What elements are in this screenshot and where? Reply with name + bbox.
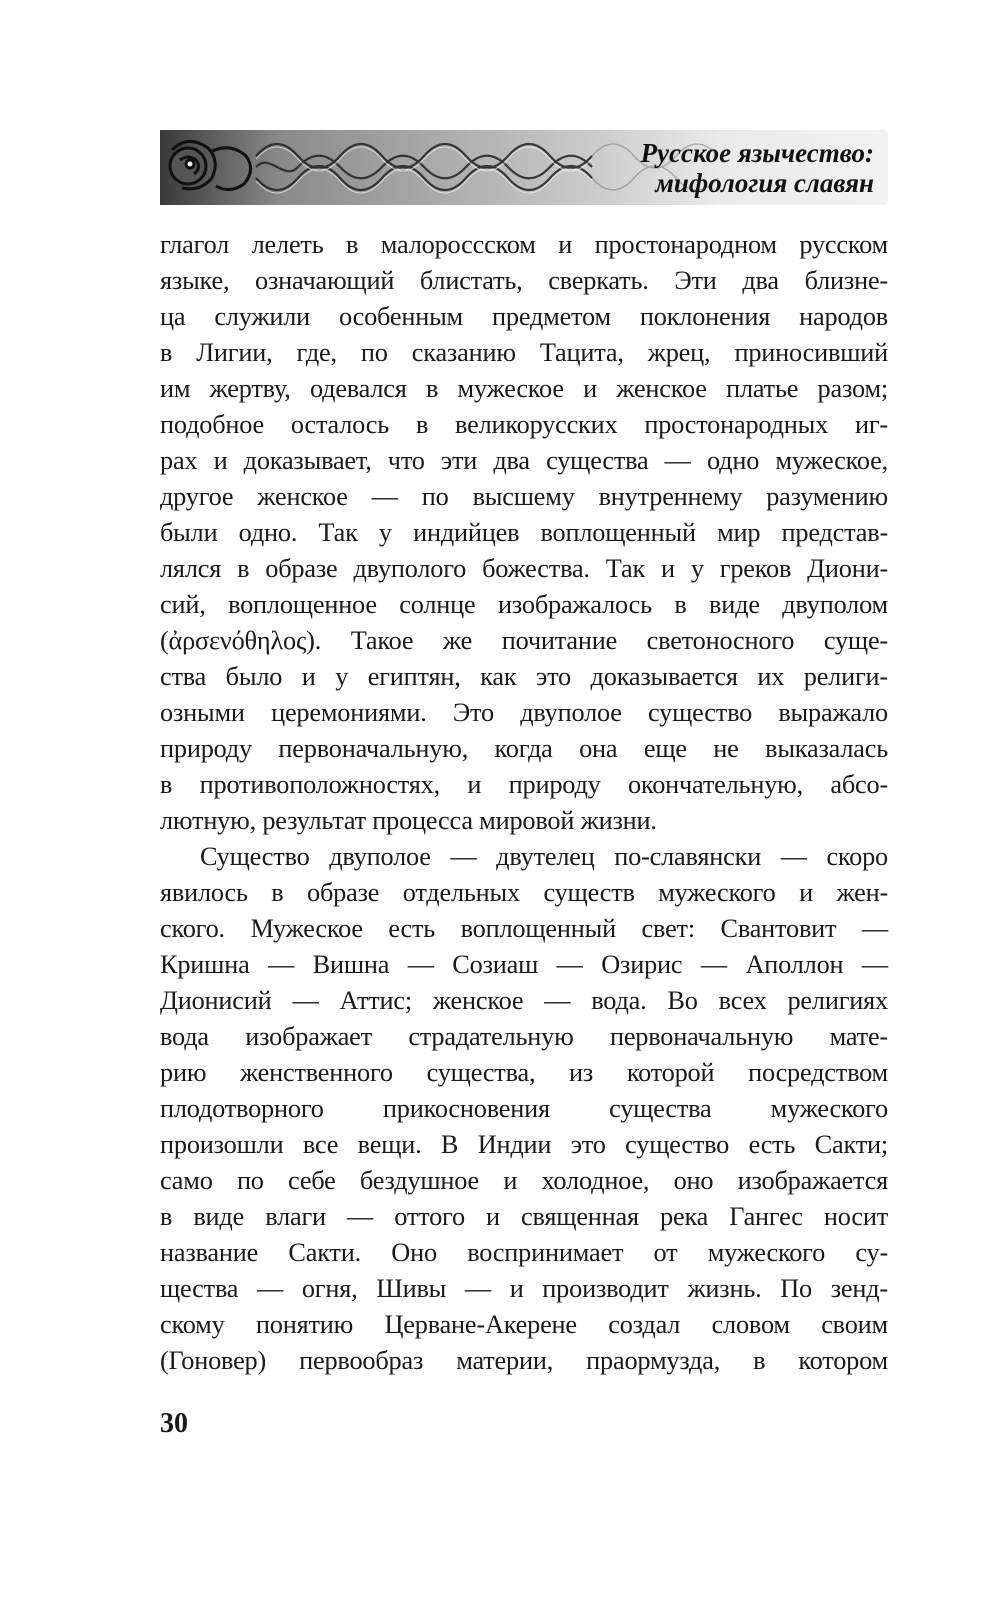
text-line: (Гоновер) первообраз материи, праормузда, в котором [160, 1346, 888, 1375]
text-line: другое женское — по высшему внутреннему разумению [160, 482, 888, 511]
text-line: природу первоначальную, когда она еще не выказалась [160, 734, 888, 763]
text-line: им жертву, одевался в мужеское и женское платье разом; [160, 374, 888, 403]
text-line: подобное осталось в великорусских простонародных иг- [160, 410, 888, 439]
paragraph-1 [160, 227, 888, 839]
text-line: глагол лелеть в малороссском и простонародном русском [160, 230, 888, 259]
text-line: произошли все вещи. В Индии это существо есть Сакти; [160, 1130, 888, 1159]
text-line: были одно. Так у индийцев воплощенный мир представ- [160, 518, 888, 547]
text-line: в Лигии, где, по сказанию Тацита, жрец, приносивший [160, 338, 888, 367]
text-line: скому понятию Церване-Акерене создал словом своим [160, 1310, 888, 1339]
text-line: озными церемониями. Это двуполое существо выражало [160, 698, 888, 727]
text-line: Существо двуполое — двутелец по-славянски — скоро [200, 842, 888, 871]
page-number: 30 [160, 1408, 188, 1439]
text-line: лютную, результат процесса мировой жизни. [160, 806, 657, 835]
book-title [641, 138, 875, 198]
text-line: вода изображает страдательную первоначальную мате- [160, 1022, 888, 1051]
body-text [160, 227, 888, 1379]
book-title-line-2: мифология славян [655, 168, 874, 198]
running-header [160, 130, 888, 205]
text-line: сий, воплощенное солнце изображалось в виде двуполом [160, 590, 888, 619]
text-line: рию женственного существа, из которой посредством [160, 1058, 888, 1087]
book-title-line-1: Русское язычество: [640, 138, 874, 168]
text-line: явилось в образе отдельных существ мужеского и жен- [160, 878, 888, 907]
text-line: лялся в образе двуполого божества. Так и у греков Диони- [160, 554, 888, 583]
text-line: само по себе бездушное и холодное, оно изображается [160, 1166, 888, 1195]
text-line: (ἀρσενόθηλος). Такое же почитание светоносного суще- [160, 626, 888, 655]
text-line: языке, означающий блистать, сверкать. Эти два близне- [160, 266, 888, 295]
text-line: ца служили особенным предметом поклонения народов [160, 302, 888, 331]
text-line: название Сакти. Оно воспринимает от мужеского су- [160, 1238, 888, 1267]
text-line: в виде влаги — оттого и священная река Гангес носит [160, 1202, 888, 1231]
text-line: ства было и у египтян, как это доказывается их религи- [160, 662, 888, 691]
text-line: рах и доказывает, что эти два существа — одно мужеское, [160, 446, 888, 475]
paragraph-2 [160, 839, 888, 1379]
text-line: плодотворного прикосновения существа мужеского [160, 1094, 888, 1123]
text-line: щества — огня, Шивы — и производит жизнь. По зенд- [160, 1274, 888, 1303]
text-line: ского. Мужеское есть воплощенный свет: Свантовит — [160, 914, 888, 943]
text-line: в противоположностях, и природу окончательную, абсо- [160, 770, 888, 799]
text-line: Дионисий — Аттис; женское — вода. Во всех религиях [160, 986, 888, 1015]
text-line: Кришна — Вишна — Созиаш — Озирис — Аполлон — [160, 950, 888, 979]
